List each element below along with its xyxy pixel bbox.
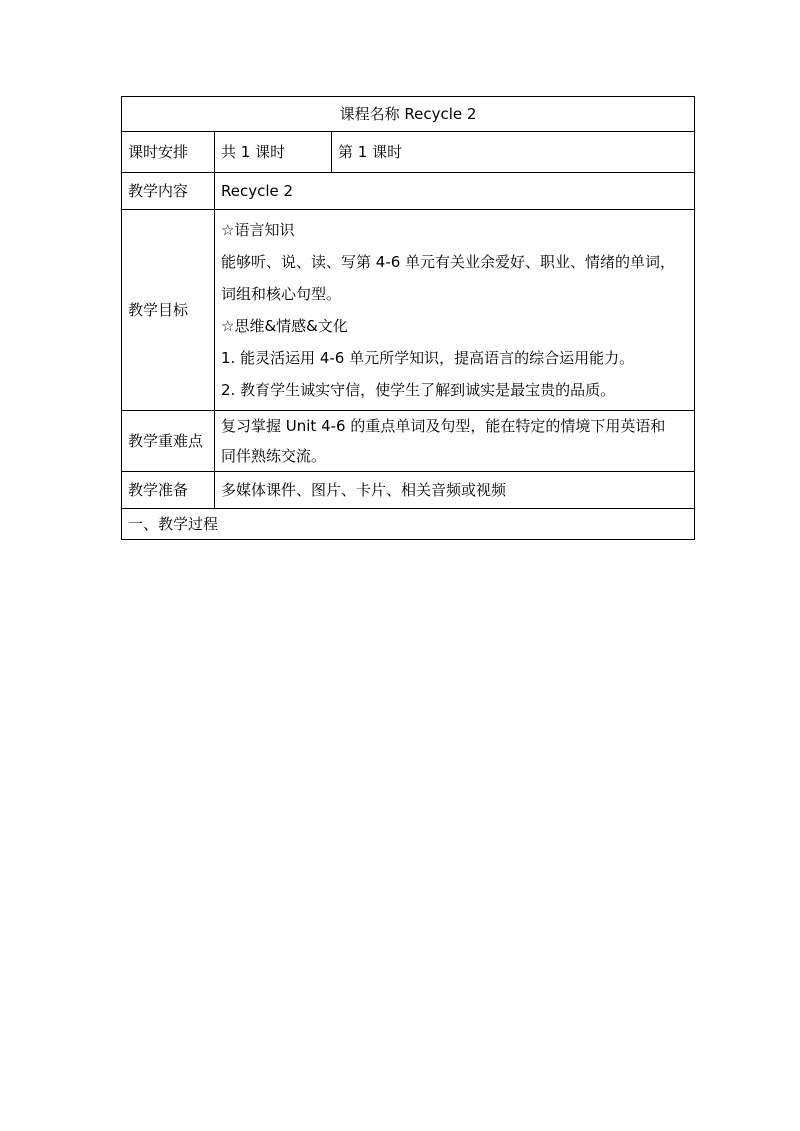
goals-line: 能够听、说、读、写第 4-6 单元有关业余爱好、职业、情绪的单词， — [221, 253, 676, 271]
lesson-plan-table — [121, 96, 695, 540]
course-title-row — [122, 97, 695, 132]
process-row — [122, 509, 695, 540]
goals-line: 2. 教育学生诚实守信，使学生了解到诚实是最宝贵的品质。 — [221, 381, 616, 399]
difficulty-line: 同伴熟练交流。 — [221, 447, 327, 465]
goals-line: ☆语言知识 — [221, 221, 295, 239]
course-title: 课程名称 Recycle 2 — [122, 97, 695, 132]
hours-total: 共 1 课时 — [215, 132, 332, 173]
difficulty-value — [215, 411, 695, 472]
goals-line: ☆思维&情感&文化 — [221, 317, 348, 335]
difficulty-line: 复习掌握 Unit 4-6 的重点单词及句型，能在特定的情境下用英语和 — [221, 417, 666, 435]
goals-line: 1. 能灵活运用 4-6 单元所学知识，提高语言的综合运用能力。 — [221, 349, 635, 367]
goals-row — [122, 210, 695, 411]
goals-value — [215, 210, 695, 411]
preparation-row — [122, 472, 695, 509]
content-label: 教学内容 — [122, 173, 215, 210]
content-value: Recycle 2 — [215, 173, 695, 210]
hours-row — [122, 132, 695, 173]
difficulty-label: 教学重难点 — [122, 411, 215, 472]
hours-label: 课时安排 — [122, 132, 215, 173]
goals-label: 教学目标 — [122, 210, 215, 411]
content-row — [122, 173, 695, 210]
preparation-value: 多媒体课件、图片、卡片、相关音频或视频 — [215, 472, 695, 509]
goals-line: 词组和核心句型。 — [221, 285, 342, 303]
difficulty-row — [122, 411, 695, 472]
process-heading: 一、教学过程 — [122, 509, 695, 540]
hours-current: 第 1 课时 — [332, 132, 695, 173]
preparation-label: 教学准备 — [122, 472, 215, 509]
